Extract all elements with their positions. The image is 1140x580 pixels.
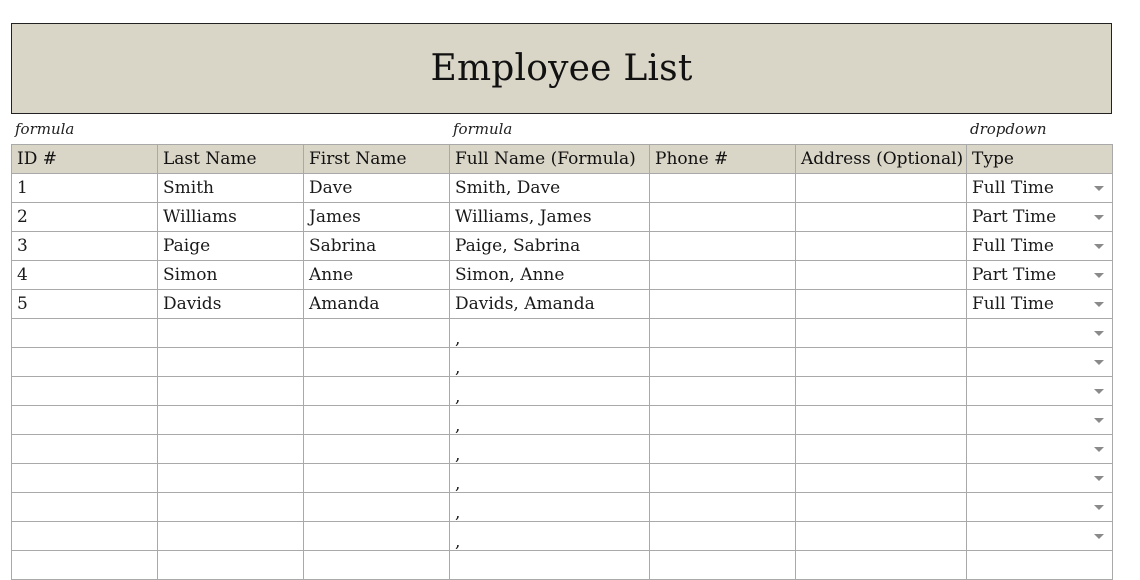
cell-phone[interactable] xyxy=(650,464,796,493)
cell-type[interactable] xyxy=(967,290,1113,319)
cell-last-name-text: Davids xyxy=(163,294,222,314)
cell-address[interactable] xyxy=(796,319,967,348)
cell-id[interactable] xyxy=(12,551,158,580)
chevron-down-icon[interactable] xyxy=(1094,476,1104,481)
cell-last-name[interactable] xyxy=(158,232,304,261)
cell-id-text: 4 xyxy=(17,265,28,285)
cell-full-name-text: , xyxy=(455,445,461,464)
cell-type-text: Full Time xyxy=(972,236,1054,256)
cell-full-name-text: Simon, Anne xyxy=(455,265,565,285)
header-type[interactable]: Type xyxy=(967,145,1113,174)
cell-phone[interactable] xyxy=(650,232,796,261)
note-id[interactable]: formula xyxy=(15,120,75,138)
cell-phone[interactable] xyxy=(650,348,796,377)
chevron-down-icon[interactable] xyxy=(1094,331,1104,336)
cell-type[interactable] xyxy=(967,493,1113,522)
table-row xyxy=(12,348,1113,377)
cell-last-name[interactable] xyxy=(158,319,304,348)
cell-address[interactable] xyxy=(796,493,967,522)
cell-type-text: Part Time xyxy=(972,207,1057,227)
cell-full-name[interactable] xyxy=(450,232,650,261)
cell-address[interactable] xyxy=(796,290,967,319)
table-row xyxy=(12,551,1113,580)
table-row xyxy=(12,464,1113,493)
cell-full-name-text: , xyxy=(455,358,461,377)
cell-full-name-text: , xyxy=(455,532,461,551)
table-row xyxy=(12,232,1113,261)
cell-phone[interactable] xyxy=(650,377,796,406)
cell-last-name[interactable] xyxy=(158,493,304,522)
cell-id[interactable] xyxy=(12,290,158,319)
table-row xyxy=(12,290,1113,319)
cell-phone[interactable] xyxy=(650,522,796,551)
cell-id[interactable] xyxy=(12,493,158,522)
header-id[interactable]: ID # xyxy=(12,145,158,174)
chevron-down-icon[interactable] xyxy=(1094,273,1104,278)
cell-phone[interactable] xyxy=(650,203,796,232)
chevron-down-icon[interactable] xyxy=(1094,447,1104,452)
note-full-name[interactable]: formula xyxy=(453,120,513,138)
cell-full-name-text: , xyxy=(455,474,461,493)
cell-full-name[interactable] xyxy=(450,290,650,319)
cell-last-name[interactable] xyxy=(158,522,304,551)
chevron-down-icon[interactable] xyxy=(1094,360,1104,365)
chevron-down-icon[interactable] xyxy=(1094,534,1104,539)
cell-type[interactable] xyxy=(967,551,1113,580)
table-row xyxy=(12,435,1113,464)
cell-first-name[interactable] xyxy=(304,406,450,435)
cell-type[interactable] xyxy=(967,203,1113,232)
header-full-name[interactable]: Full Name (Formula) xyxy=(450,145,650,174)
cell-phone[interactable] xyxy=(650,493,796,522)
cell-last-name[interactable] xyxy=(158,377,304,406)
cell-type[interactable] xyxy=(967,406,1113,435)
cell-id[interactable] xyxy=(12,174,158,203)
cell-last-name-text: Williams xyxy=(163,207,237,227)
cell-id-text: 2 xyxy=(17,207,28,227)
header-phone[interactable]: Phone # xyxy=(650,145,796,174)
chevron-down-icon[interactable] xyxy=(1094,244,1104,249)
table-row xyxy=(12,319,1113,348)
cell-full-name[interactable] xyxy=(450,261,650,290)
cell-last-name[interactable] xyxy=(158,290,304,319)
table-row xyxy=(12,203,1113,232)
header-first-name[interactable]: First Name xyxy=(304,145,450,174)
cell-first-name[interactable] xyxy=(304,493,450,522)
cell-first-name[interactable] xyxy=(304,174,450,203)
cell-first-name[interactable] xyxy=(304,261,450,290)
cell-last-name[interactable] xyxy=(158,348,304,377)
cell-type-text: Part Time xyxy=(972,265,1057,285)
chevron-down-icon[interactable] xyxy=(1094,302,1104,307)
cell-address[interactable] xyxy=(796,232,967,261)
cell-full-name-text: , xyxy=(455,387,461,406)
cell-type-text: Full Time xyxy=(972,178,1054,198)
cell-first-name[interactable] xyxy=(304,290,450,319)
cell-full-name-text: , xyxy=(455,329,461,348)
cell-address[interactable] xyxy=(796,551,967,580)
cell-last-name-text: Paige xyxy=(163,236,211,256)
cell-address[interactable] xyxy=(796,522,967,551)
cell-id[interactable] xyxy=(12,261,158,290)
cell-phone[interactable] xyxy=(650,406,796,435)
cell-type[interactable] xyxy=(967,522,1113,551)
cell-type[interactable] xyxy=(967,435,1113,464)
cell-id[interactable] xyxy=(12,464,158,493)
cell-address[interactable] xyxy=(796,377,967,406)
cell-id[interactable] xyxy=(12,377,158,406)
cell-full-name[interactable] xyxy=(450,435,650,464)
cell-last-name[interactable] xyxy=(158,464,304,493)
cell-type[interactable] xyxy=(967,319,1113,348)
cell-id[interactable] xyxy=(12,406,158,435)
table-row xyxy=(12,377,1113,406)
cell-first-name-text: Dave xyxy=(309,178,353,198)
cell-type[interactable] xyxy=(967,174,1113,203)
header-address[interactable]: Address (Optional) xyxy=(796,145,967,174)
spreadsheet xyxy=(11,23,1112,580)
cell-type[interactable] xyxy=(967,348,1113,377)
cell-first-name[interactable] xyxy=(304,232,450,261)
cell-full-name[interactable] xyxy=(450,493,650,522)
cell-last-name-text: Simon xyxy=(163,265,218,285)
cell-full-name-text: Davids, Amanda xyxy=(455,294,595,314)
cell-full-name-text: , xyxy=(455,416,461,435)
cell-address[interactable] xyxy=(796,464,967,493)
cell-last-name[interactable] xyxy=(158,406,304,435)
cell-full-name-text: Williams, James xyxy=(455,207,592,227)
chevron-down-icon[interactable] xyxy=(1094,186,1104,191)
cell-id[interactable] xyxy=(12,435,158,464)
cell-last-name-text: Smith xyxy=(163,178,214,198)
cell-last-name[interactable] xyxy=(158,174,304,203)
chevron-down-icon[interactable] xyxy=(1094,215,1104,220)
cell-first-name[interactable] xyxy=(304,464,450,493)
cell-type[interactable] xyxy=(967,261,1113,290)
cell-first-name[interactable] xyxy=(304,348,450,377)
chevron-down-icon[interactable] xyxy=(1094,418,1104,423)
cell-full-name[interactable] xyxy=(450,406,650,435)
cell-address[interactable] xyxy=(796,435,967,464)
cell-phone[interactable] xyxy=(650,290,796,319)
chevron-down-icon[interactable] xyxy=(1094,505,1104,510)
cell-type[interactable] xyxy=(967,464,1113,493)
employee-table xyxy=(11,144,1113,580)
header-last-name[interactable]: Last Name xyxy=(158,145,304,174)
cell-phone[interactable] xyxy=(650,435,796,464)
cell-last-name[interactable] xyxy=(158,203,304,232)
table-row xyxy=(12,406,1113,435)
cell-phone[interactable] xyxy=(650,551,796,580)
cell-first-name[interactable] xyxy=(304,435,450,464)
cell-id[interactable] xyxy=(12,319,158,348)
cell-first-name[interactable] xyxy=(304,319,450,348)
cell-full-name-text: Smith, Dave xyxy=(455,178,561,198)
table-body xyxy=(12,174,1113,580)
cell-last-name[interactable] xyxy=(158,261,304,290)
cell-id-text: 3 xyxy=(17,236,28,256)
cell-first-name[interactable] xyxy=(304,551,450,580)
cell-address[interactable] xyxy=(796,406,967,435)
cell-type[interactable] xyxy=(967,232,1113,261)
cell-address[interactable] xyxy=(796,174,967,203)
cell-full-name[interactable] xyxy=(450,522,650,551)
cell-id-text: 5 xyxy=(17,294,28,314)
chevron-down-icon[interactable] xyxy=(1094,389,1104,394)
cell-phone[interactable] xyxy=(650,319,796,348)
cell-id[interactable] xyxy=(12,348,158,377)
cell-first-name[interactable] xyxy=(304,522,450,551)
table-row xyxy=(12,522,1113,551)
column-notes-row xyxy=(11,114,1112,144)
cell-address[interactable] xyxy=(796,348,967,377)
cell-first-name-text: Sabrina xyxy=(309,236,377,256)
table-row xyxy=(12,174,1113,203)
cell-first-name-text: Anne xyxy=(309,265,354,285)
cell-full-name[interactable] xyxy=(450,348,650,377)
cell-first-name[interactable] xyxy=(304,377,450,406)
cell-address[interactable] xyxy=(796,261,967,290)
cell-id[interactable] xyxy=(12,232,158,261)
cell-full-name[interactable] xyxy=(450,174,650,203)
cell-full-name[interactable] xyxy=(450,551,650,580)
cell-full-name[interactable] xyxy=(450,377,650,406)
cell-full-name[interactable] xyxy=(450,464,650,493)
cell-id-text: 1 xyxy=(17,178,28,198)
cell-first-name-text: James xyxy=(309,207,361,227)
title-banner[interactable] xyxy=(11,23,1112,114)
header-row xyxy=(12,145,1113,174)
table-row xyxy=(12,493,1113,522)
cell-first-name-text: Amanda xyxy=(309,294,380,314)
cell-type[interactable] xyxy=(967,377,1113,406)
cell-full-name-text: Paige, Sabrina xyxy=(455,236,581,256)
cell-full-name[interactable] xyxy=(450,319,650,348)
cell-phone[interactable] xyxy=(650,261,796,290)
cell-address[interactable] xyxy=(796,203,967,232)
note-type[interactable]: dropdown xyxy=(970,120,1047,138)
cell-last-name[interactable] xyxy=(158,551,304,580)
cell-last-name[interactable] xyxy=(158,435,304,464)
table-row xyxy=(12,261,1113,290)
cell-type-text: Full Time xyxy=(972,294,1054,314)
page-title: Employee List xyxy=(430,48,693,89)
cell-first-name[interactable] xyxy=(304,203,450,232)
cell-phone[interactable] xyxy=(650,174,796,203)
cell-full-name-text: , xyxy=(455,503,461,522)
cell-id[interactable] xyxy=(12,522,158,551)
cell-id[interactable] xyxy=(12,203,158,232)
cell-full-name[interactable] xyxy=(450,203,650,232)
